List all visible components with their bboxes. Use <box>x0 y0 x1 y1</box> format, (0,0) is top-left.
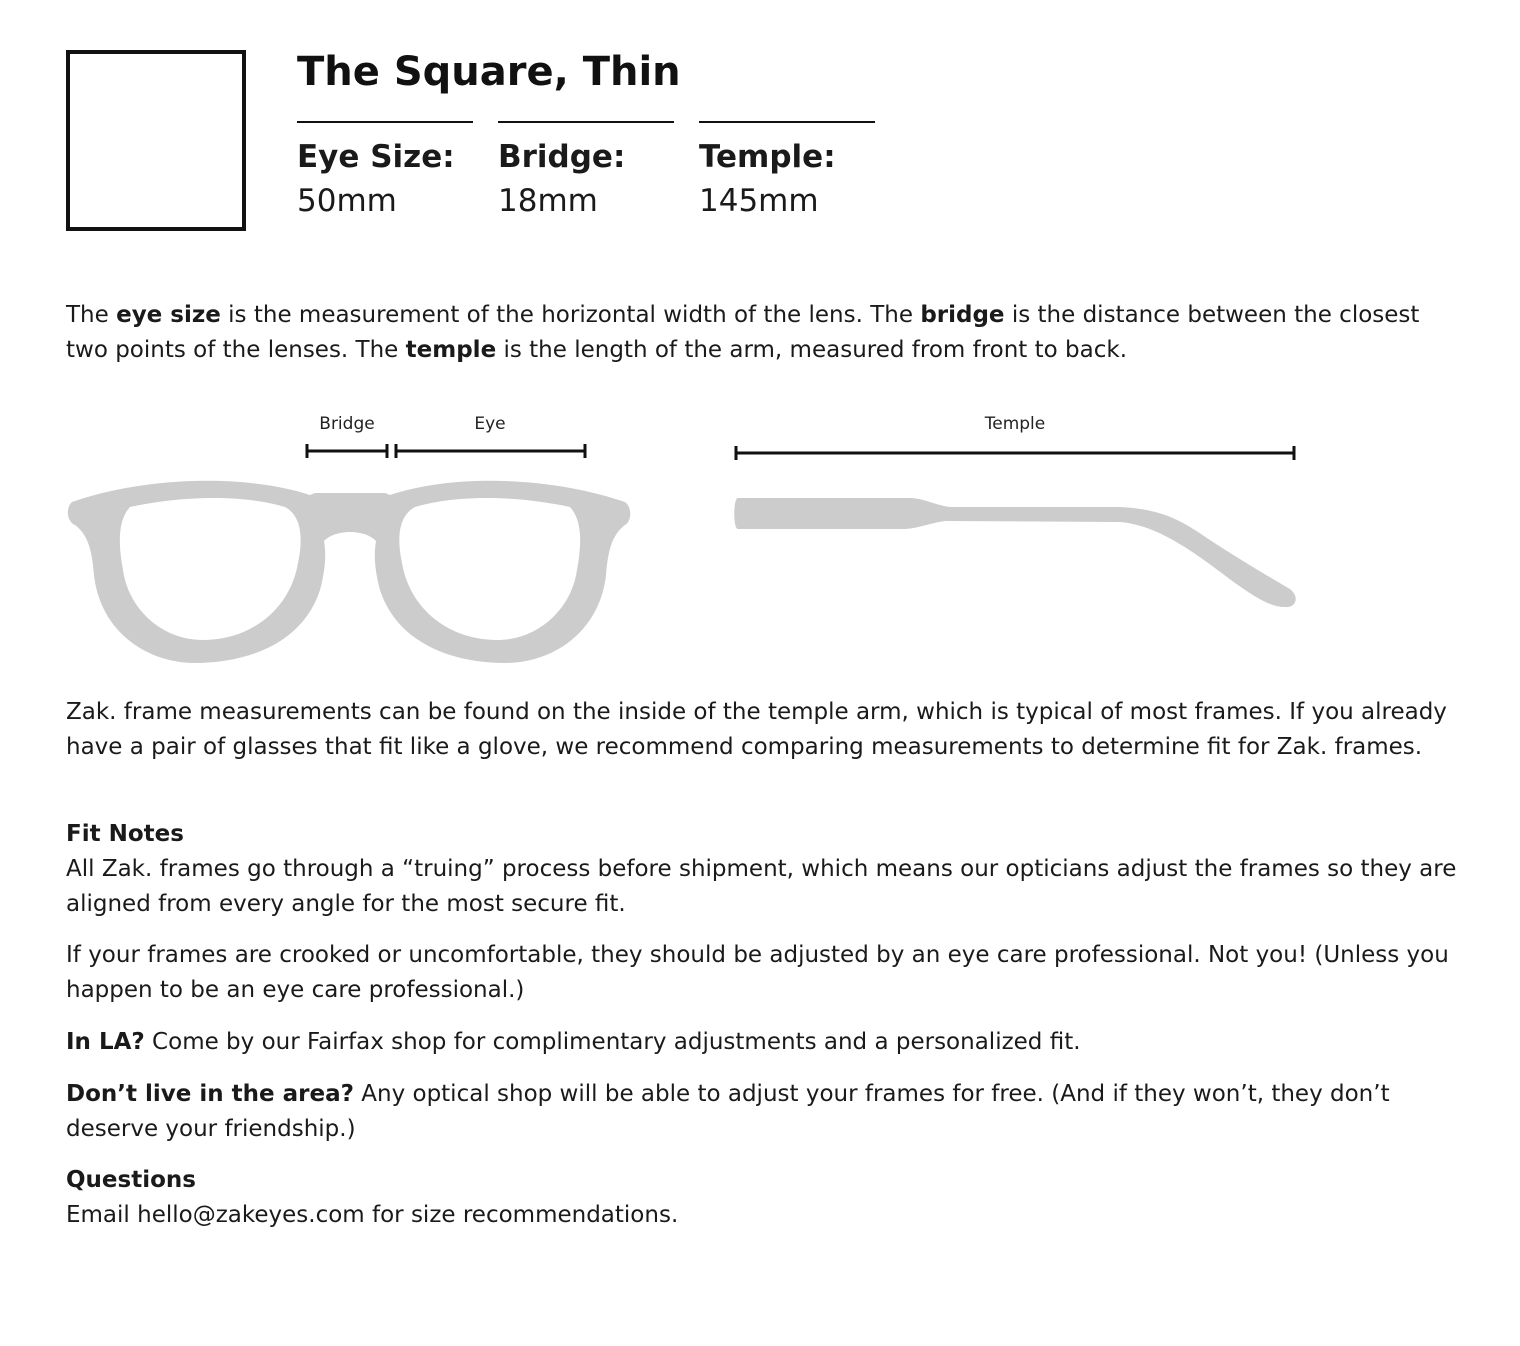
spec-temple <box>699 121 877 221</box>
fit-notes-la: In LA? Come by our Fairfax shop for complimentary adjustments and a personalized fit. <box>66 1029 1081 1055</box>
product-title: The Square, Thin <box>297 49 681 95</box>
spec-label: Bridge: <box>498 139 626 175</box>
definitions-paragraph: The eye size is the measurement of the horizontal width of the lens. The bridge is the distance between the closest two points of the lenses. The temple is the length of the arm, measured from front to back. <box>66 302 1420 363</box>
temple-arm-side-view-icon <box>734 498 1295 607</box>
temple-label: Temple <box>984 414 1046 434</box>
spec-divider <box>297 121 473 123</box>
questions-text: Email hello@zakeyes.com for size recommendations. <box>66 1202 679 1228</box>
temple-measure-bar <box>736 446 1294 460</box>
eye-label: Eye <box>474 414 506 434</box>
bridge-label: Bridge <box>319 414 375 434</box>
spec-value: 50mm <box>297 183 397 219</box>
fit-notes-truing: All Zak. frames go through a “truing” process before shipment, which means our opticians adjust the frames so they are aligned from every angle for the most secure fit. <box>66 856 1457 917</box>
spec-bridge <box>498 121 676 221</box>
spec-label: Temple: <box>699 139 836 175</box>
spec-eye-size <box>297 121 475 221</box>
fit-notes-heading: Fit Notes <box>66 821 184 847</box>
questions-heading: Questions <box>66 1167 196 1193</box>
spec-divider <box>699 121 875 123</box>
spec-label: Eye Size: <box>297 139 455 175</box>
fit-notes-area: Don’t live in the area? Any optical shop will be able to adjust your frames for free. (And if they won’t, they don’t deserve your friendship.) <box>66 1081 1390 1142</box>
fit-notes-adjustment: If your frames are crooked or uncomfortable, they should be adjusted by an eye care professional. Not you! (Unless you happen to be an eye care professional.) <box>66 942 1449 1003</box>
measurements-note: Zak. frame measurements can be found on the inside of the temple arm, which is typical of most frames. If you already have a pair of glasses that fit like a glove, we recommend comparing measurements to determine fit for Zak. frames. <box>66 699 1447 760</box>
eye-measure-bar <box>396 444 585 458</box>
square-frame-icon <box>66 50 246 231</box>
spec-value: 145mm <box>699 183 819 219</box>
spec-value: 18mm <box>498 183 598 219</box>
spec-divider <box>498 121 674 123</box>
bridge-measure-bar <box>307 444 387 458</box>
glasses-front-view-icon <box>68 481 630 663</box>
frame-measurement-diagram <box>0 395 1520 675</box>
